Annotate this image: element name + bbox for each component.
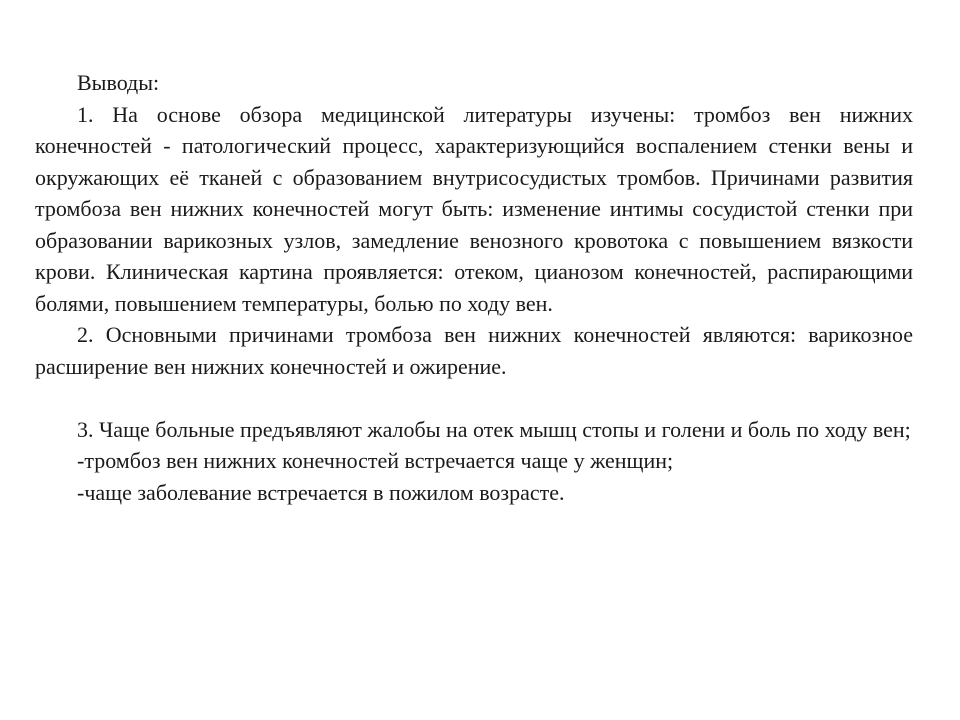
conclusion-bullet-elderly: -чаще заболевание встречается в пожилом возрасте. — [77, 479, 565, 505]
conclusion-paragraph-2: 2. Основными причинами тромбоза вен нижних конечностей являются: варикозное расширение вен нижних конечностей и ожирение. — [35, 322, 913, 379]
conclusion-bullet-women: -тромбоз вен нижних конечностей встречается чаще у женщин; — [77, 448, 674, 473]
conclusions-text-block — [35, 67, 913, 508]
conclusion-paragraph-3: 3. Чаще больные предъявляют жалобы на отек мышц стопы и голени и боль по ходу вен; — [77, 416, 911, 442]
paragraph-spacer — [35, 382, 913, 414]
conclusion-paragraph-1: 1. На основе обзора медицинской литературы изучены: тромбоз вен нижних конечностей - патологический процесс, характеризующийся воспалением стенки вены и окружающих её тканей с образованием внутрисосудистых тромбов. Причинами развития тромбоза вен нижних конечностей могут быть: изменение интимы сосудистой стенки при образовании варикозных узлов, замедление венозного кровотока с повышением вязкости крови. Клиническая картина проявляется: отеком, цианозом конечностей, распирающими болями, повышением температуры, болью по ходу вен. — [35, 101, 913, 316]
conclusions-heading: Выводы: — [77, 70, 160, 95]
